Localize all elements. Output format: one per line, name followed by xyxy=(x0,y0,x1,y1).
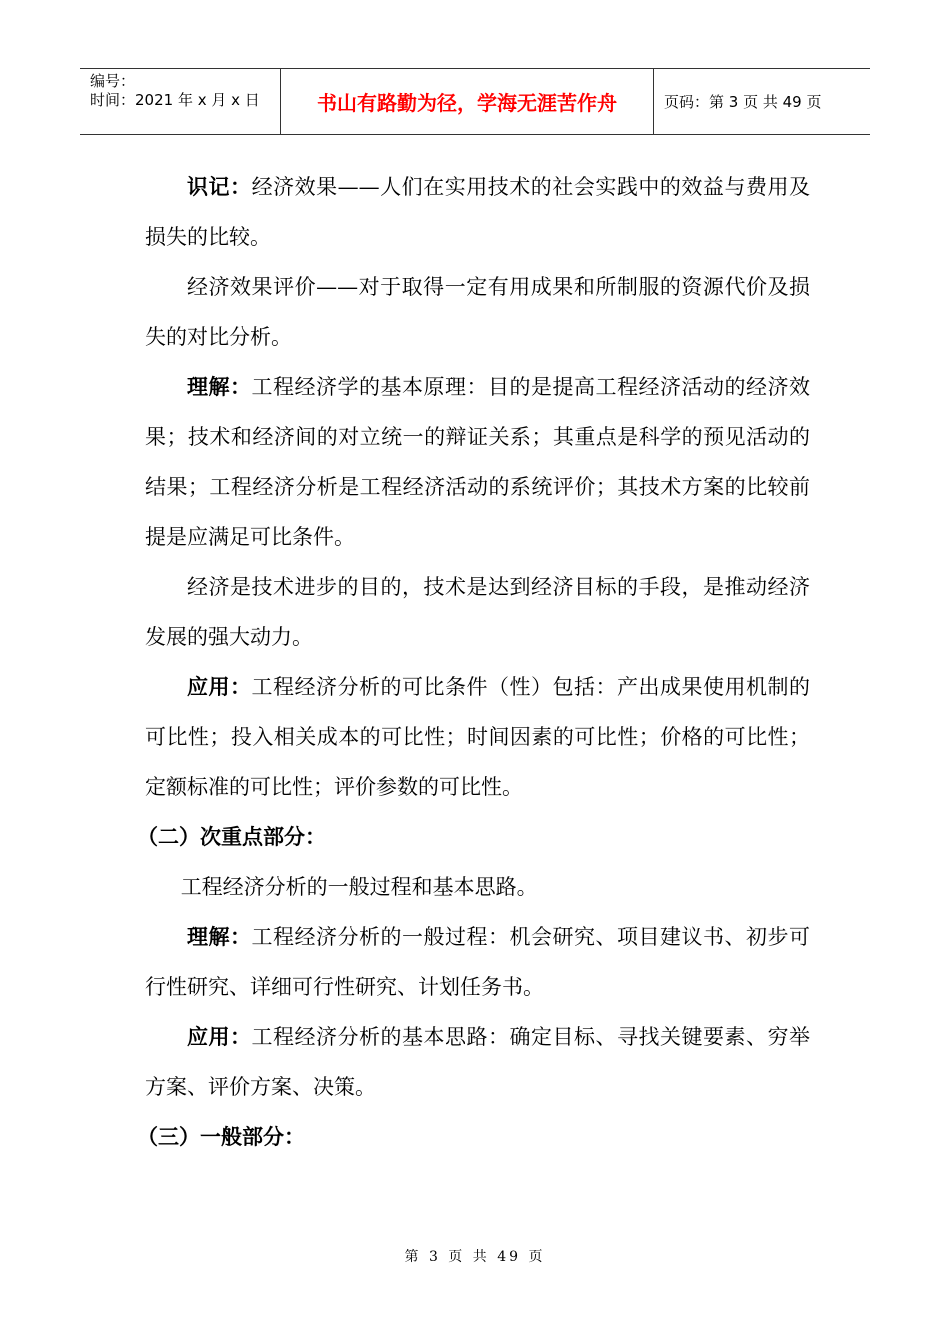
text-evaluation: 经济效果评价——对于取得一定有用成果和所制服的资源代价及损失的对比分析。 xyxy=(145,275,810,349)
lead-memorize: 识记： xyxy=(187,174,252,199)
section-heading-general: （三）一般部分： xyxy=(137,1124,305,1149)
section-heading-secondary: （二）次重点部分： xyxy=(137,824,326,849)
text-apply: 工程经济分析的可比条件（性）包括：产出成果使用机制的可比性；投入相关成本的可比性；时间因素的可比性；价格的可比性；定额标准的可比性；评价参数的可比性。 xyxy=(145,675,810,799)
lead-process-understand: 理解： xyxy=(187,924,252,949)
text-tech-economy: 经济是技术进步的目的，技术是达到经济目标的手段，是推动经济发展的强大动力。 xyxy=(145,575,810,649)
lead-process-apply: 应用： xyxy=(187,1024,252,1049)
text-memorize: 经济效果——人们在实用技术的社会实践中的效益与费用及损失的比较。 xyxy=(145,175,811,249)
page-header xyxy=(80,68,870,135)
text-process: 工程经济分析的一般过程和基本思路。 xyxy=(180,875,538,899)
document-body xyxy=(137,162,811,1162)
paragraph-process xyxy=(145,862,810,912)
number-label: 编号： xyxy=(90,72,136,90)
paragraph-memorize xyxy=(145,162,810,262)
page-footer: 第 3 页 共 49 页 xyxy=(404,1249,546,1265)
paragraph-understand xyxy=(145,362,810,562)
header-page-info: 页码：第 3 页 共 49 页 xyxy=(664,93,822,111)
text-understand: 工程经济学的基本原理：目的是提高工程经济活动的经济效果；技术和经济间的对立统一的辩证关系；其重点是科学的预见活动的结果；工程经济分析是工程经济活动的系统评价；其技术方案的比较前提是应满足可比条件。 xyxy=(145,375,810,549)
date-label: 时间：2021 年 x 月 x 日 xyxy=(90,91,260,109)
header-meta xyxy=(80,69,281,134)
paragraph-process-understand xyxy=(145,912,810,1012)
paragraph-evaluation xyxy=(145,262,810,362)
text-process-apply: 工程经济分析的基本思路：确定目标、寻找关键要素、穷举方案、评价方案、决策。 xyxy=(145,1025,810,1099)
lead-apply: 应用： xyxy=(187,674,252,699)
paragraph-apply xyxy=(145,662,810,812)
paragraph-process-apply xyxy=(145,1012,810,1112)
header-motto: 书山有路勤为径，学海无涯苦作舟 xyxy=(281,69,654,134)
paragraph-tech-economy xyxy=(145,562,810,662)
lead-understand: 理解： xyxy=(187,374,252,399)
text-process-understand: 工程经济分析的一般过程：机会研究、项目建议书、初步可行性研究、详细可行性研究、计划任务书。 xyxy=(145,925,810,999)
